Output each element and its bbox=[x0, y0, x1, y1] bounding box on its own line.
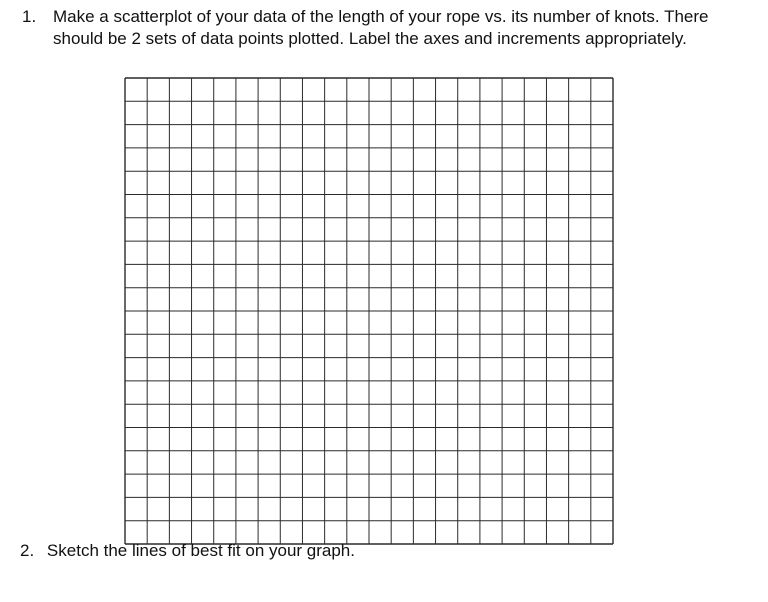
question-1 bbox=[22, 6, 742, 50]
graph-paper-grid bbox=[124, 77, 614, 545]
question-2-number: 2. bbox=[20, 541, 35, 560]
question-1-text: Make a scatterplot of your data of the length of your rope vs. its number of knots. There should be 2 sets of data points plotted. Label the axes and increments appropriately. bbox=[53, 7, 709, 48]
question-1-number: 1. bbox=[22, 7, 37, 26]
question-2-text: Sketch the lines of best fit on your graph. bbox=[46, 541, 355, 560]
question-2 bbox=[20, 540, 740, 562]
